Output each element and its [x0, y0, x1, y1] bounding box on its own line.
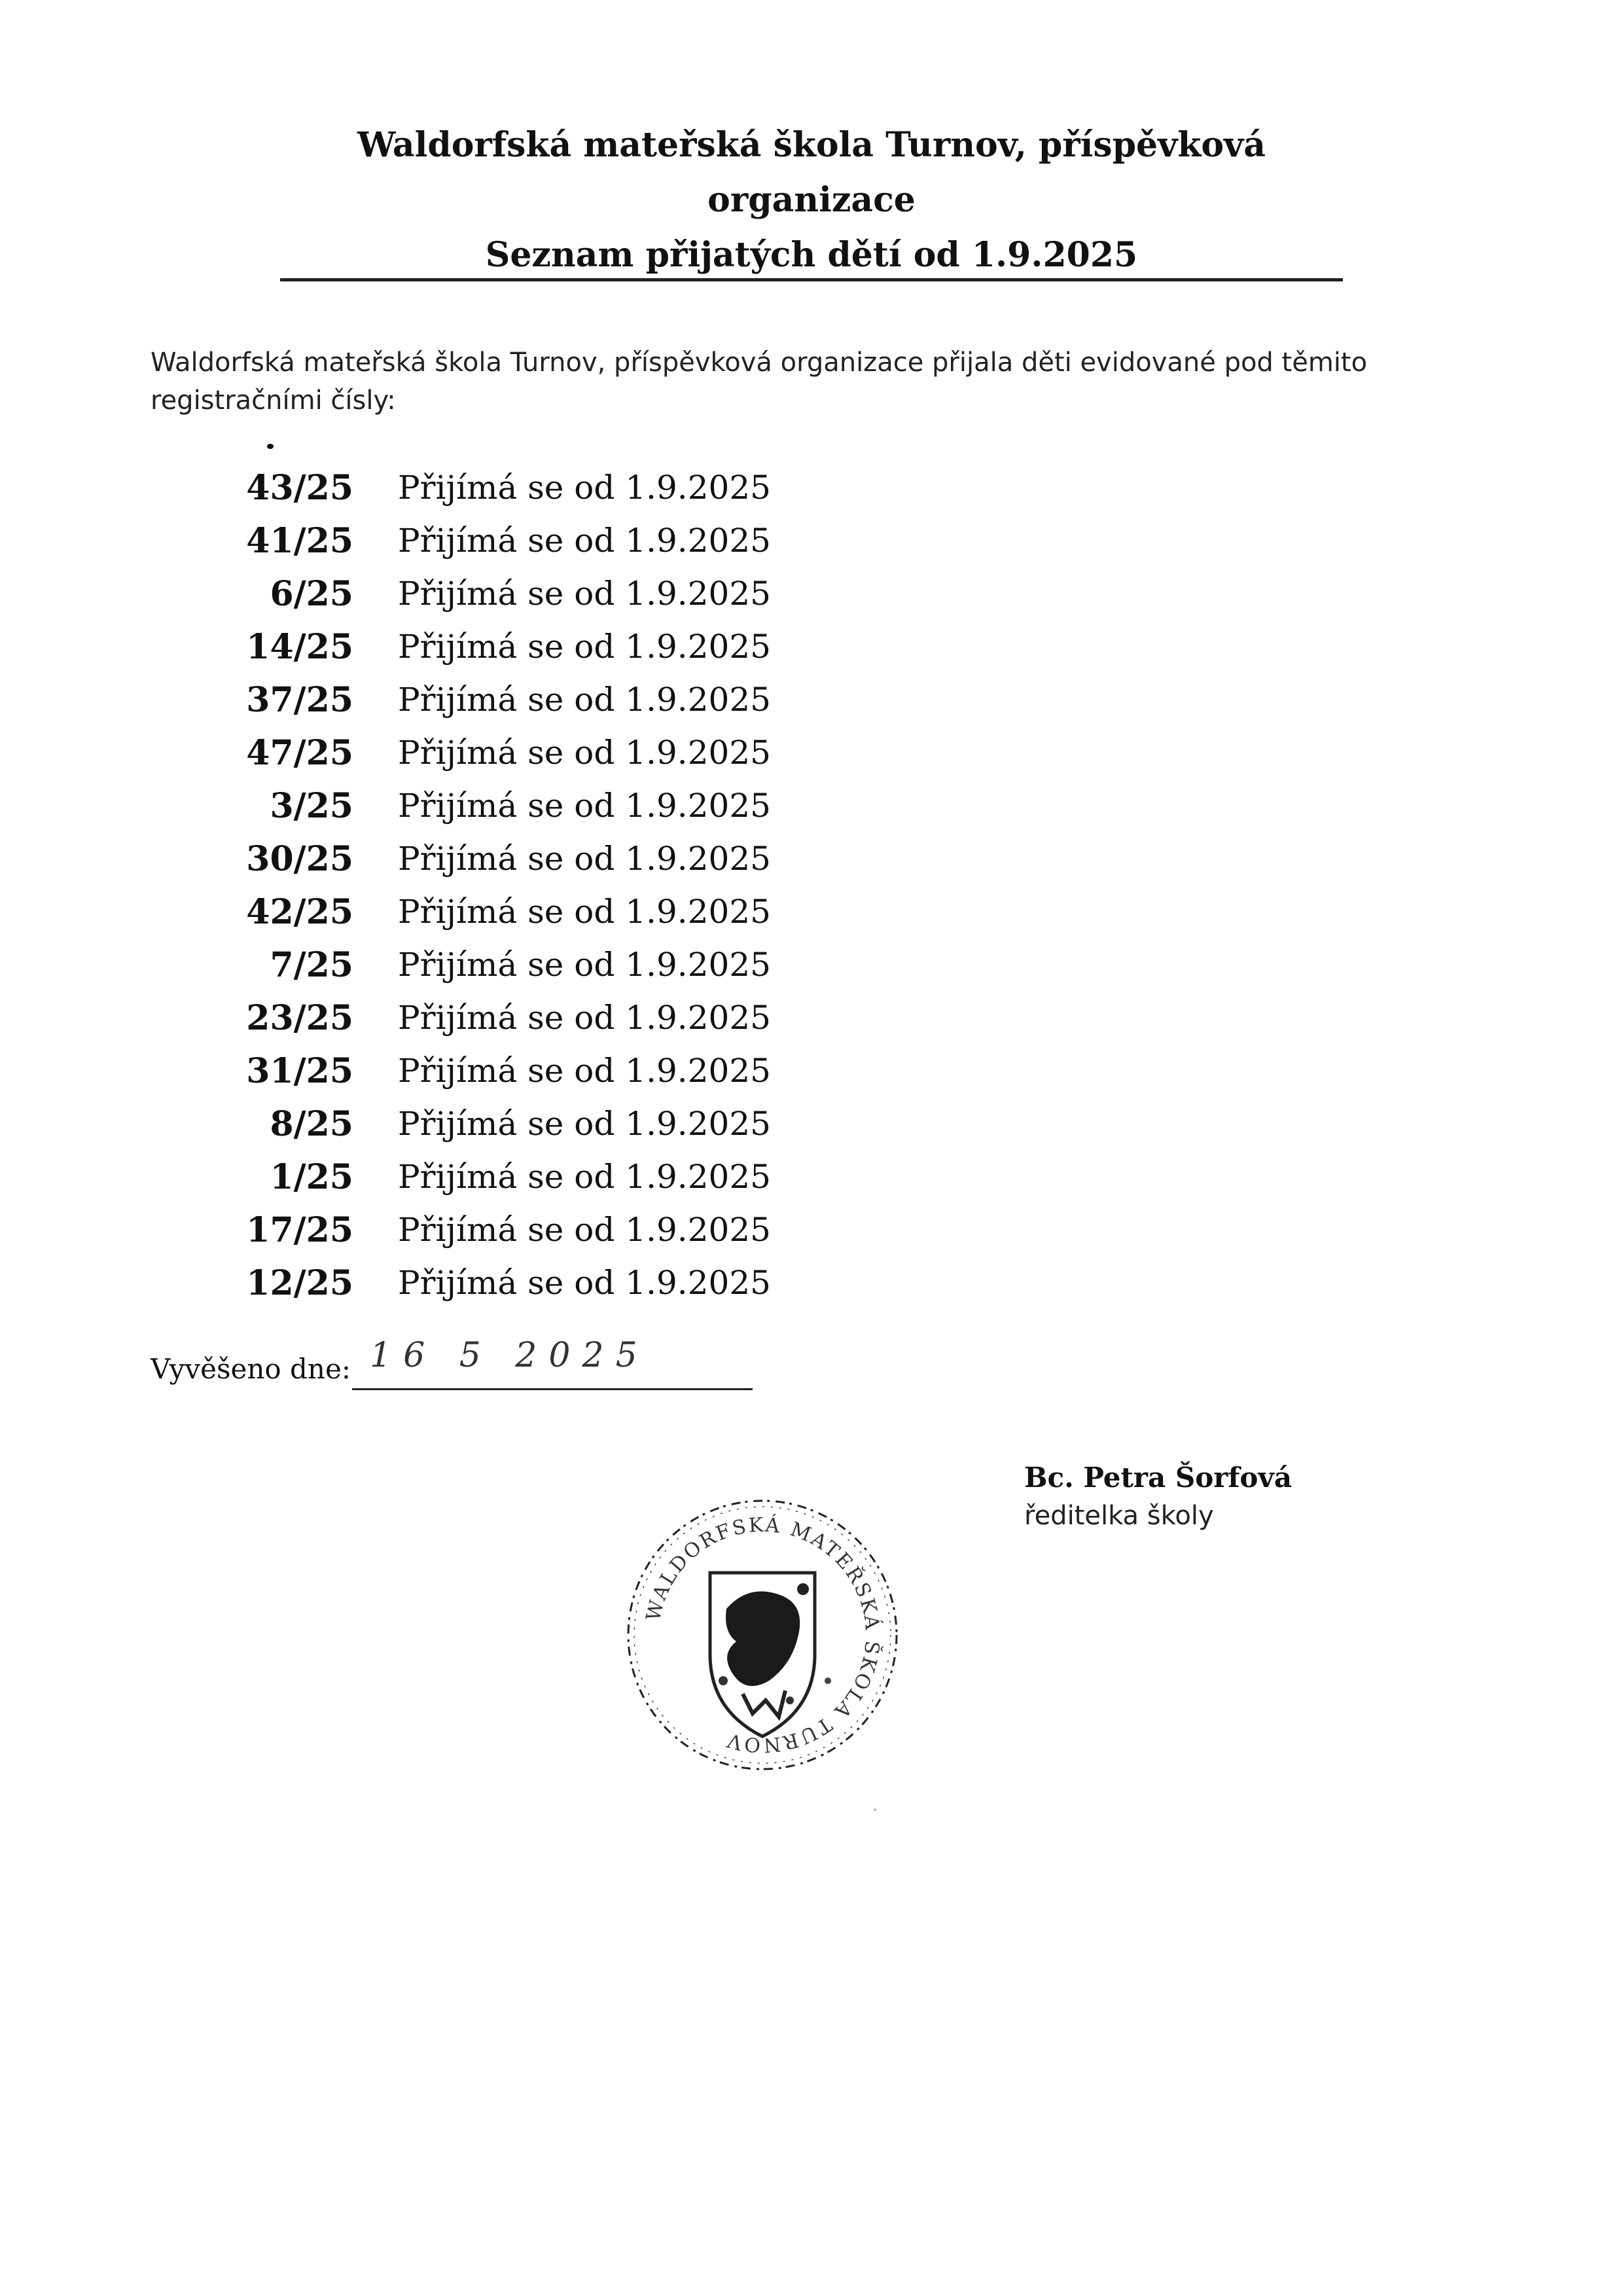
- signatory-name: Bc. Petra Šorfová: [1024, 1462, 1293, 1494]
- registration-number: 1/25: [270, 1157, 353, 1197]
- signature-block: [1024, 1458, 1292, 1534]
- admission-status: Přijímá se od 1.9.2025: [398, 840, 771, 878]
- registration-number: 42/25: [246, 892, 353, 932]
- posted-label: Vyvěšeno dne:: [151, 1353, 351, 1385]
- admission-row: [0, 939, 1623, 992]
- handwritten-date: 16 5 2025: [370, 1336, 649, 1375]
- admission-row: [0, 1204, 1623, 1257]
- signatory-title: ředitelka školy: [1024, 1501, 1214, 1531]
- registration-number: 37/25: [246, 680, 353, 720]
- registration-number: 14/25: [246, 627, 353, 667]
- admission-status: Přijímá se od 1.9.2025: [398, 893, 771, 931]
- admission-status: Přijímá se od 1.9.2025: [398, 681, 771, 719]
- intro-paragraph: Waldorfská mateřská škola Turnov, příspěvková organizace přijala děti evidované pod těmito registračními čísly:: [151, 348, 1368, 416]
- admission-row: [0, 992, 1623, 1045]
- admission-row: [0, 833, 1623, 886]
- scan-dot: [874, 1808, 876, 1811]
- admission-status: Přijímá se od 1.9.2025: [398, 999, 771, 1037]
- admission-row: [0, 1257, 1623, 1310]
- registration-number: 41/25: [246, 521, 353, 561]
- admission-row: [0, 1098, 1623, 1151]
- document-title: [275, 118, 1348, 283]
- date-underline: [352, 1388, 753, 1390]
- admission-status: Přijímá se od 1.9.2025: [398, 1211, 771, 1249]
- title-line-1: Waldorfská mateřská škola Turnov, příspěvková: [357, 125, 1266, 165]
- admission-list: [0, 461, 1623, 1310]
- title-line-3: Seznam přijatých dětí od 1.9.2025: [485, 235, 1138, 275]
- admission-status: Přijímá se od 1.9.2025: [398, 469, 771, 507]
- admission-status: Přijímá se od 1.9.2025: [398, 1158, 771, 1196]
- admission-row: [0, 673, 1623, 726]
- title-underline: [280, 278, 1343, 281]
- title-line-2: organizace: [707, 180, 916, 220]
- registration-number: 12/25: [246, 1263, 353, 1303]
- admission-status: Přijímá se od 1.9.2025: [398, 1105, 771, 1143]
- admission-row: [0, 726, 1623, 780]
- admission-status: Přijímá se od 1.9.2025: [398, 787, 771, 825]
- registration-number: 3/25: [270, 786, 353, 826]
- registration-number: 30/25: [246, 839, 353, 879]
- registration-number: 23/25: [246, 998, 353, 1038]
- registration-number: 43/25: [246, 468, 353, 508]
- svg-text:WALDORFSKÁ MATEŘSKÁ ŠKOLA TURN: WALDORFSKÁ MATEŘSKÁ ŠKOLA TURNOV: [642, 1513, 884, 1757]
- registration-number: 47/25: [246, 733, 353, 773]
- scan-speck: [267, 444, 274, 449]
- admission-row: [0, 886, 1623, 939]
- registration-number: 31/25: [246, 1051, 353, 1091]
- admission-row: [0, 620, 1623, 673]
- admission-status: Přijímá se od 1.9.2025: [398, 946, 771, 984]
- school-seal-icon: [612, 1484, 913, 1785]
- registration-number: 8/25: [270, 1104, 353, 1144]
- admission-row: [0, 1151, 1623, 1204]
- admission-status: Přijímá se od 1.9.2025: [398, 734, 771, 772]
- admission-row: [0, 514, 1623, 567]
- admission-status: Přijímá se od 1.9.2025: [398, 522, 771, 560]
- admission-row: [0, 780, 1623, 833]
- admission-row: [0, 567, 1623, 620]
- admission-status: Přijímá se od 1.9.2025: [398, 1052, 771, 1090]
- admission-status: Přijímá se od 1.9.2025: [398, 1264, 771, 1302]
- registration-number: 6/25: [270, 574, 353, 614]
- admission-status: Přijímá se od 1.9.2025: [398, 575, 771, 613]
- admission-status: Přijímá se od 1.9.2025: [398, 628, 771, 666]
- admission-row: [0, 461, 1623, 514]
- registration-number: 7/25: [270, 945, 353, 985]
- registration-number: 17/25: [246, 1210, 353, 1250]
- admission-row: [0, 1045, 1623, 1098]
